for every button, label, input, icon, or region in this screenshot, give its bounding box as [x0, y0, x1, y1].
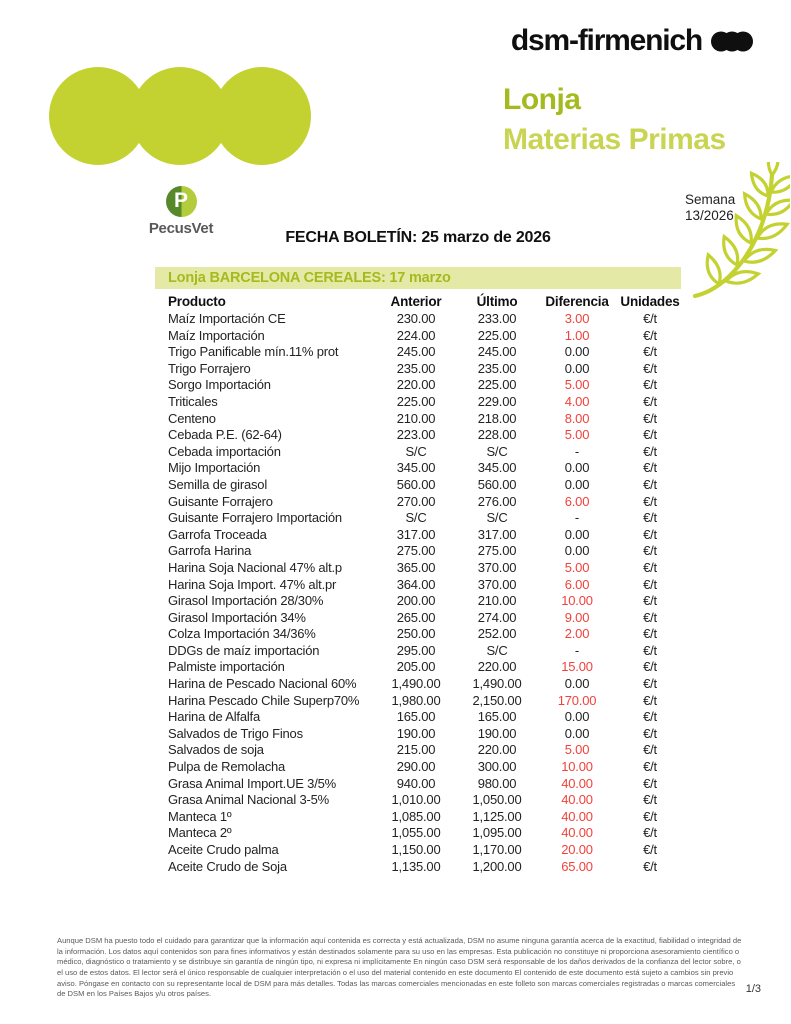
diferencia-cell: 15.00	[561, 659, 593, 675]
diferencia-cell: 4.00	[564, 393, 590, 409]
section-banner-title: Lonja BARCELONA CEREALES: 17 marzo	[168, 270, 451, 286]
ultimo-cell: 252.00	[477, 626, 517, 642]
table-row	[155, 361, 681, 378]
unidades-cell: €/t	[643, 842, 657, 857]
unidades-cell: €/t	[643, 759, 657, 775]
table-row	[155, 643, 681, 660]
ultimo-cell: 370.00	[477, 576, 517, 592]
ultimo-cell: 1,200.00	[472, 858, 522, 874]
ultimo-cell: 235.00	[477, 360, 517, 376]
unidades-cell: €/t	[643, 792, 657, 808]
product-cell: Harina de Alfalfa	[168, 709, 260, 725]
anterior-cell: 250.00	[396, 626, 436, 642]
week-label-line2: 13/2026	[685, 208, 734, 223]
product-cell: Guisante Forrajero Importación	[168, 510, 342, 526]
product-cell: DDGs de maíz importación	[168, 642, 320, 658]
product-cell: Harina de Pescado Nacional 60%	[168, 676, 357, 692]
anterior-cell: 1,980.00	[391, 692, 441, 708]
product-cell: Grasa Animal Import.UE 3/5%	[168, 775, 336, 791]
table-row	[155, 460, 681, 477]
table-row	[155, 809, 681, 826]
product-cell: Grasa Animal Nacional 3-5%	[168, 792, 329, 808]
table-row	[155, 394, 681, 411]
ultimo-cell: 276.00	[477, 493, 517, 509]
diferencia-cell: 6.00	[564, 576, 590, 592]
ultimo-cell: 317.00	[477, 526, 517, 542]
unidades-cell: €/t	[643, 659, 657, 675]
unidades-cell: €/t	[643, 642, 657, 658]
table-row	[155, 759, 681, 776]
anterior-cell: 270.00	[396, 493, 436, 509]
ultimo-cell: 218.00	[477, 410, 517, 426]
diferencia-cell: 170.00	[557, 692, 597, 708]
anterior-cell: 205.00	[396, 659, 436, 675]
ultimo-cell: 1,170.00	[472, 842, 522, 857]
unidades-cell: €/t	[643, 410, 657, 426]
diferencia-cell: 5.00	[564, 377, 590, 393]
diferencia-cell: 5.00	[564, 742, 590, 758]
diferencia-cell: -	[574, 443, 580, 459]
product-cell: Pulpa de Remolacha	[168, 759, 286, 775]
footer-disclaimer: Aunque DSM ha puesto todo el cuidado para garantizar que la información aquí contenida es correcta y está actualizada, DSM no asume ninguna garantía acerca de la exactitud, fiabilidad o integridad de la información. Los datos aquí contenidos son para fines informativos y están destinados solamente para su uso en las empresas. Esta publicación no constituye ni proporciona asesoramiento científico o médico, diagnóstico o tratamiento y se distribuye sin garantía de ningún tipo, ni expresa ni implícitamente En ningún caso DSM será responsable de los daños derivados de la confianza del lector sobre, o el uso de estos datos. El lector será el único responsable de cualquier interpretación o el uso del material contenido en este documento El contenido de este documento está sujeto a cambios sin previo aviso. Póngase en contacto con su representante local de DSM para más detalles. Todas las marcas comerciales mencionadas en este folleto son marcas comerciales registradas o marcas comerciales de DSM en los Países Bajos y/u otros países.	[57, 936, 742, 999]
table-header-row	[155, 291, 681, 311]
diferencia-cell: 0.00	[564, 344, 590, 360]
unidades-cell: €/t	[643, 427, 657, 443]
product-cell: Colza Importación 34/36%	[168, 626, 316, 642]
pecusvet-name: PecusVet	[148, 220, 214, 237]
anterior-cell: 560.00	[396, 476, 436, 492]
unidades-cell: €/t	[643, 725, 657, 741]
lime-circle-decoration	[213, 67, 311, 165]
diferencia-cell: 40.00	[561, 825, 593, 841]
table-row	[155, 626, 681, 643]
page-title	[503, 80, 726, 160]
table-row	[155, 842, 681, 859]
product-cell: Harina Soja Import. 47% alt.pr	[168, 576, 337, 592]
table-row	[155, 494, 681, 511]
diferencia-cell: 5.00	[564, 427, 590, 443]
anterior-cell: 345.00	[396, 460, 436, 476]
product-cell: Cebada P.E. (62-64)	[168, 427, 282, 443]
diferencia-cell: 10.00	[561, 593, 593, 609]
table-row	[155, 527, 681, 544]
ultimo-cell: S/C	[486, 443, 508, 459]
product-cell: Cebada importación	[168, 443, 281, 459]
diferencia-cell: -	[574, 510, 580, 526]
column-header-anterior: Anterior	[390, 293, 442, 309]
wheat-branch-icon	[690, 162, 790, 304]
unidades-cell: €/t	[643, 493, 657, 509]
table-row	[155, 659, 681, 676]
diferencia-cell: 40.00	[561, 808, 593, 824]
ultimo-cell: 190.00	[477, 725, 517, 741]
ultimo-cell: 370.00	[477, 559, 517, 575]
unidades-cell: €/t	[643, 559, 657, 575]
table-row	[155, 859, 681, 876]
unidades-cell: €/t	[643, 808, 657, 824]
table-row	[155, 328, 681, 345]
diferencia-cell: 8.00	[564, 410, 590, 426]
table-row	[155, 577, 681, 594]
product-cell: Mijo Importación	[168, 460, 261, 476]
diferencia-cell: 0.00	[564, 709, 590, 725]
ultimo-cell: S/C	[486, 510, 508, 526]
diferencia-cell: 9.00	[564, 609, 590, 625]
anterior-cell: 245.00	[396, 344, 436, 360]
anterior-cell: 215.00	[396, 742, 436, 758]
unidades-cell: €/t	[643, 344, 657, 360]
diferencia-cell: 5.00	[564, 559, 590, 575]
ultimo-cell: 229.00	[477, 393, 517, 409]
ultimo-cell: 245.00	[477, 344, 517, 360]
page-title-line2: Materias Primas	[503, 123, 726, 156]
unidades-cell: €/t	[643, 775, 657, 791]
unidades-cell: €/t	[643, 377, 657, 393]
unidades-cell: €/t	[643, 676, 657, 692]
price-table	[155, 291, 681, 875]
product-cell: Garrofa Troceada	[168, 526, 267, 542]
pecusvet-initial: P	[173, 189, 188, 212]
table-row	[155, 593, 681, 610]
anterior-cell: 210.00	[396, 410, 436, 426]
product-cell: Manteca 2º	[168, 825, 232, 841]
product-cell: Girasol Importación 28/30%	[168, 593, 324, 609]
table-row	[155, 377, 681, 394]
anterior-cell: 365.00	[396, 559, 436, 575]
anterior-cell: S/C	[405, 510, 427, 526]
anterior-cell: 223.00	[396, 427, 436, 443]
column-header-ultimo: Último	[476, 293, 518, 309]
table-row	[155, 477, 681, 494]
bulletin-date: FECHA BOLETÍN: 25 marzo de 2026	[285, 229, 551, 246]
table-row	[155, 726, 681, 743]
anterior-cell: 317.00	[396, 526, 436, 542]
anterior-cell: 1,010.00	[391, 792, 441, 808]
ultimo-cell: 225.00	[477, 327, 517, 343]
diferencia-cell: 40.00	[561, 792, 593, 808]
product-cell: Salvados de Trigo Finos	[168, 725, 303, 741]
column-header-producto: Producto	[168, 293, 226, 309]
ultimo-cell: 274.00	[477, 609, 517, 625]
ultimo-cell: 345.00	[477, 460, 517, 476]
diferencia-cell: 6.00	[564, 493, 590, 509]
product-cell: Aceite Crudo palma	[168, 842, 279, 857]
price-table-body	[155, 311, 681, 875]
week-label-line1: Semana	[685, 192, 736, 207]
brand-dots-icon	[711, 31, 753, 52]
diferencia-cell: 20.00	[561, 842, 593, 857]
unidades-cell: €/t	[643, 593, 657, 609]
column-header-diferencia: Diferencia	[545, 293, 609, 309]
product-cell: Palmiste importación	[168, 659, 285, 675]
diferencia-cell: 0.00	[564, 360, 590, 376]
product-cell: Salvados de soja	[168, 742, 264, 758]
diferencia-cell: 0.00	[564, 460, 590, 476]
anterior-cell: S/C	[405, 443, 427, 459]
table-row	[155, 311, 681, 328]
table-row	[155, 543, 681, 560]
diferencia-cell: -	[574, 642, 580, 658]
unidades-cell: €/t	[643, 709, 657, 725]
unidades-cell: €/t	[643, 460, 657, 476]
product-cell: Guisante Forrajero	[168, 493, 273, 509]
unidades-cell: €/t	[643, 526, 657, 542]
anterior-cell: 265.00	[396, 609, 436, 625]
diferencia-cell: 0.00	[564, 676, 590, 692]
ultimo-cell: 210.00	[477, 593, 517, 609]
anterior-cell: 1,135.00	[391, 858, 441, 874]
anterior-cell: 275.00	[396, 543, 436, 559]
diferencia-cell: 1.00	[564, 327, 590, 343]
unidades-cell: €/t	[643, 692, 657, 708]
diferencia-cell: 0.00	[564, 725, 590, 741]
unidades-cell: €/t	[643, 393, 657, 409]
table-row	[155, 693, 681, 710]
ultimo-cell: 228.00	[477, 427, 517, 443]
table-row	[155, 560, 681, 577]
table-row	[155, 776, 681, 793]
ultimo-cell: 220.00	[477, 659, 517, 675]
diferencia-cell: 10.00	[561, 759, 593, 775]
unidades-cell: €/t	[643, 311, 657, 326]
anterior-cell: 224.00	[396, 327, 436, 343]
ultimo-cell: 2,150.00	[472, 692, 522, 708]
table-row	[155, 610, 681, 627]
ultimo-cell: 1,095.00	[472, 825, 522, 841]
diferencia-cell: 2.00	[564, 626, 590, 642]
product-cell: Triticales	[168, 393, 218, 409]
product-cell: Trigo Panificable mín.11% prot	[168, 344, 339, 360]
pecusvet-icon	[166, 186, 197, 217]
ultimo-cell: 560.00	[477, 476, 517, 492]
anterior-cell: 290.00	[396, 759, 436, 775]
unidades-cell: €/t	[643, 576, 657, 592]
ultimo-cell: 220.00	[477, 742, 517, 758]
table-row	[155, 792, 681, 809]
page-number: 1/3	[745, 983, 761, 995]
product-cell: Garrofa Harina	[168, 543, 252, 559]
unidades-cell: €/t	[643, 510, 657, 526]
anterior-cell: 1,085.00	[391, 808, 441, 824]
table-row	[155, 344, 681, 361]
ultimo-cell: 1,125.00	[472, 808, 522, 824]
product-cell: Aceite Crudo de Soja	[168, 858, 287, 874]
anterior-cell: 220.00	[396, 377, 436, 393]
diferencia-cell: 65.00	[561, 858, 593, 874]
ultimo-cell: S/C	[486, 642, 508, 658]
brand-logo-text: dsm-firmenich	[510, 24, 702, 57]
unidades-cell: €/t	[643, 609, 657, 625]
unidades-cell: €/t	[643, 476, 657, 492]
unidades-cell: €/t	[643, 443, 657, 459]
anterior-cell: 225.00	[396, 393, 436, 409]
ultimo-cell: 300.00	[477, 759, 517, 775]
anterior-cell: 1,055.00	[391, 825, 441, 841]
anterior-cell: 230.00	[396, 311, 436, 326]
product-cell: Harina Pescado Chile Superp70%	[168, 692, 360, 708]
diferencia-cell: 3.00	[564, 311, 590, 326]
unidades-cell: €/t	[643, 742, 657, 758]
anterior-cell: 190.00	[396, 725, 436, 741]
diferencia-cell: 0.00	[564, 526, 590, 542]
product-cell: Maíz Importación CE	[168, 311, 286, 326]
page-title-line1: Lonja	[503, 83, 581, 116]
product-cell: Girasol Importación 34%	[168, 609, 306, 625]
product-cell: Maíz Importación	[168, 327, 265, 343]
ultimo-cell: 275.00	[477, 543, 517, 559]
anterior-cell: 940.00	[396, 775, 436, 791]
ultimo-cell: 980.00	[477, 775, 517, 791]
product-cell: Centeno	[168, 410, 216, 426]
anterior-cell: 1,490.00	[391, 676, 441, 692]
ultimo-cell: 1,050.00	[472, 792, 522, 808]
anterior-cell: 364.00	[396, 576, 436, 592]
table-row	[155, 825, 681, 842]
anterior-cell: 200.00	[396, 593, 436, 609]
unidades-cell: €/t	[643, 626, 657, 642]
ultimo-cell: 233.00	[477, 311, 517, 326]
table-row	[155, 676, 681, 693]
table-row	[155, 709, 681, 726]
anterior-cell: 295.00	[396, 642, 436, 658]
ultimo-cell: 225.00	[477, 377, 517, 393]
section-banner	[155, 267, 681, 289]
table-row	[155, 510, 681, 527]
product-cell: Sorgo Importación	[168, 377, 271, 393]
anterior-cell: 165.00	[396, 709, 436, 725]
unidades-cell: €/t	[643, 858, 657, 874]
diferencia-cell: 40.00	[561, 775, 593, 791]
anterior-cell: 235.00	[396, 360, 436, 376]
unidades-cell: €/t	[643, 360, 657, 376]
product-cell: Trigo Forrajero	[168, 360, 251, 376]
unidades-cell: €/t	[643, 327, 657, 343]
brand	[511, 24, 753, 58]
diferencia-cell: 0.00	[564, 543, 590, 559]
table-row	[155, 444, 681, 461]
ultimo-cell: 1,490.00	[472, 676, 522, 692]
table-row	[155, 427, 681, 444]
anterior-cell: 1,150.00	[391, 842, 441, 857]
unidades-cell: €/t	[643, 543, 657, 559]
unidades-cell: €/t	[643, 825, 657, 841]
column-header-unidades: Unidades	[620, 293, 680, 309]
table-row	[155, 742, 681, 759]
product-cell: Harina Soja Nacional 47% alt.p	[168, 559, 342, 575]
table-row	[155, 411, 681, 428]
product-cell: Manteca 1º	[168, 808, 232, 824]
diferencia-cell: 0.00	[564, 476, 590, 492]
product-cell: Semilla de girasol	[168, 476, 268, 492]
ultimo-cell: 165.00	[477, 709, 517, 725]
